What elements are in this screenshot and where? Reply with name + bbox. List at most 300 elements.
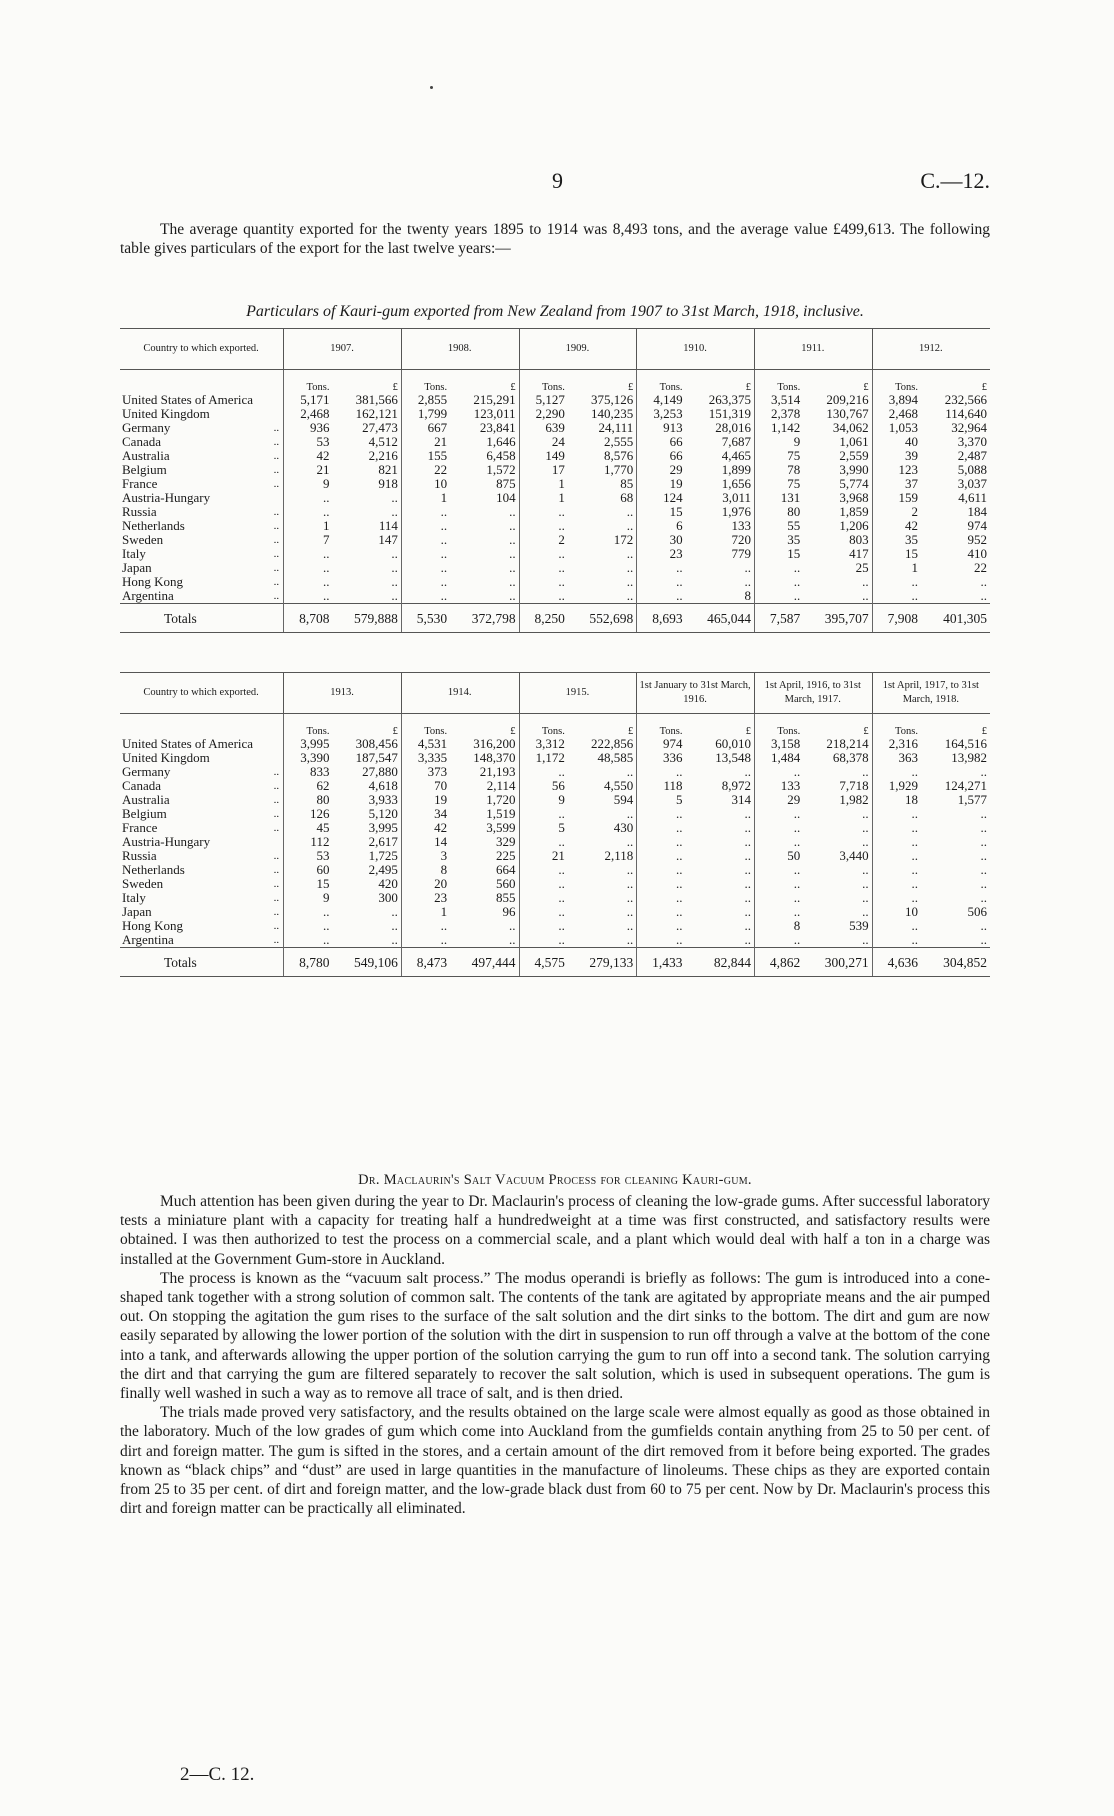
total-value-cell: 304,852 (921, 948, 990, 977)
value-cell: 4,465 (721, 448, 751, 463)
tons-cell: 42 (284, 449, 333, 463)
value-cell: .. (862, 904, 869, 919)
value-cell: 3,440 (839, 848, 869, 863)
value-cell: 222,856 (590, 736, 634, 751)
pounds-unit-label: £ (863, 382, 869, 393)
table-row (120, 561, 990, 575)
tons-cell: 39 (872, 449, 921, 463)
tons-cell: 30 (637, 533, 686, 547)
table-row (120, 589, 990, 604)
value-cell: 375,126 (591, 392, 634, 407)
tons-cell: 2,468 (284, 407, 333, 421)
country-name: Austria-Hungary (122, 491, 211, 505)
value-cell: .. (626, 876, 634, 891)
value-cell: .. (626, 588, 634, 603)
country-name: Australia (122, 449, 170, 463)
value-cell: .. (980, 834, 987, 849)
export-table-1907-1912 (120, 328, 990, 633)
tons-unit-label: Tons. (754, 714, 803, 738)
value-cell: 3,599 (486, 820, 516, 835)
country-name: Argentina (122, 589, 174, 603)
tons-cell: 124 (637, 491, 686, 505)
value-cell: 2,495 (368, 862, 398, 877)
tons-cell: .. (284, 547, 333, 561)
body-text (120, 1192, 990, 1518)
value-cell: 417 (849, 546, 869, 561)
total-tons-cell: 4,636 (872, 948, 921, 977)
table-row (120, 737, 990, 751)
value-cell: 218,214 (826, 736, 869, 751)
tons-cell: 34 (401, 807, 450, 821)
page-footer: 2—C. 12. (180, 1764, 255, 1785)
tons-cell: .. (872, 877, 921, 891)
tons-cell: 66 (637, 449, 686, 463)
value-cell: 855 (496, 890, 516, 905)
tons-cell: .. (637, 919, 686, 933)
tons-cell: 56 (519, 779, 568, 793)
tons-cell: .. (519, 807, 568, 821)
tons-cell: .. (519, 863, 568, 877)
value-cell: 314 (731, 792, 751, 807)
tons-cell: 159 (872, 491, 921, 505)
table-row (120, 463, 990, 477)
tons-cell: 19 (637, 477, 686, 491)
value-cell: 329 (496, 834, 516, 849)
value-cell: .. (391, 560, 398, 575)
leader-dots: .. (273, 780, 280, 792)
table2-totals-row (120, 948, 990, 977)
table-row (120, 407, 990, 421)
tons-cell: 3,253 (637, 407, 686, 421)
tons-unit-label: Tons. (401, 370, 450, 394)
tons-cell: 24 (519, 435, 568, 449)
total-value-cell: 279,133 (568, 948, 637, 977)
tons-cell: 2,316 (872, 737, 921, 751)
value-cell: .. (626, 890, 634, 905)
value-cell: 104 (496, 490, 516, 505)
country-name: United Kingdom (122, 407, 210, 421)
table-row (120, 751, 990, 765)
country-name: Russia (122, 849, 157, 863)
units-spacer (120, 714, 284, 738)
tons-cell: .. (284, 589, 333, 604)
value-cell: 6,458 (486, 448, 516, 463)
export-table-1913-1918 (120, 672, 990, 977)
value-cell: 21,193 (479, 764, 516, 779)
value-cell: .. (980, 806, 987, 821)
tons-cell: 5,171 (284, 393, 333, 407)
value-cell: 1,206 (839, 518, 869, 533)
value-cell: 184 (967, 504, 987, 519)
value-cell: 1,770 (604, 462, 634, 477)
value-cell: 5,774 (839, 476, 869, 491)
tons-cell: 20 (401, 877, 450, 891)
value-cell: .. (744, 918, 751, 933)
value-cell: 8,972 (721, 778, 751, 793)
page-header (120, 168, 990, 198)
tons-unit-label: Tons. (872, 714, 921, 738)
value-cell: 24,111 (598, 420, 634, 435)
value-cell: .. (980, 764, 987, 779)
tons-cell: .. (519, 589, 568, 604)
value-cell: 594 (613, 792, 634, 807)
tons-cell: 17 (519, 463, 568, 477)
value-cell: 1,519 (486, 806, 516, 821)
value-cell: .. (509, 918, 516, 933)
leader-dots: .. (273, 548, 280, 560)
table-row (120, 891, 990, 905)
tons-cell: .. (754, 891, 803, 905)
value-cell: .. (744, 848, 751, 863)
leader-dots (264, 407, 284, 421)
tons-cell: .. (872, 765, 921, 779)
value-cell: 3,995 (368, 820, 398, 835)
value-cell: 25 (855, 560, 869, 575)
tons-cell: .. (519, 919, 568, 933)
value-cell: 133 (731, 518, 751, 533)
tons-cell: .. (754, 821, 803, 835)
tons-cell: .. (637, 849, 686, 863)
table-row (120, 575, 990, 589)
country-name: Netherlands (122, 519, 185, 533)
table-caption: Particulars of Kauri-gum exported from New Zealand from 1907 to 31st March, 1918, inclusive. (246, 303, 864, 320)
tons-cell: 10 (401, 477, 450, 491)
table-row (120, 919, 990, 933)
tons-unit-label: Tons. (637, 370, 686, 394)
country-name: Germany (122, 765, 171, 779)
tons-cell: 9 (284, 477, 333, 491)
tons-cell: .. (872, 849, 921, 863)
value-cell: 4,611 (958, 490, 987, 505)
value-cell: 187,547 (355, 750, 398, 765)
tons-cell: .. (284, 491, 333, 505)
total-tons-cell: 4,575 (519, 948, 568, 977)
table-row (120, 877, 990, 891)
tons-cell: 1 (872, 561, 921, 575)
leader-dots: .. (273, 436, 280, 448)
country-name: Japan (122, 905, 152, 919)
tons-cell: 53 (284, 849, 333, 863)
country-name: Netherlands (122, 863, 185, 877)
tons-cell: 15 (284, 877, 333, 891)
value-cell: .. (626, 834, 634, 849)
pounds-unit-label: £ (392, 382, 398, 393)
tons-cell: 18 (872, 793, 921, 807)
leader-dots: .. (273, 450, 280, 462)
tons-cell: 3,158 (754, 737, 803, 751)
pounds-unit-label: £ (510, 382, 516, 393)
tons-cell: .. (872, 891, 921, 905)
value-cell: .. (509, 932, 516, 947)
value-cell: 23,841 (479, 420, 516, 435)
value-cell: 1,976 (721, 504, 751, 519)
tons-cell: 23 (401, 891, 450, 905)
value-cell: 48,585 (597, 750, 634, 765)
tons-cell: 8 (754, 919, 803, 933)
value-cell: 3,933 (368, 792, 398, 807)
value-cell: 8,576 (604, 448, 634, 463)
period-header: 1914. (401, 673, 519, 714)
value-cell: .. (626, 806, 634, 821)
tons-cell: .. (754, 905, 803, 919)
total-tons-cell: 8,708 (284, 604, 333, 633)
value-cell: 148,370 (473, 750, 516, 765)
leader-dots: .. (273, 794, 280, 806)
value-cell: 1,572 (486, 462, 516, 477)
leader-dots: .. (273, 590, 280, 602)
pounds-unit-label: £ (745, 382, 751, 393)
period-header: 1909. (519, 329, 637, 370)
table-row (120, 793, 990, 807)
tons-cell: .. (637, 891, 686, 905)
leader-dots: .. (273, 464, 280, 476)
period-header: 1st January to 31st March, 1916. (637, 673, 755, 714)
table-row (120, 905, 990, 919)
tons-unit-label: Tons. (284, 714, 333, 738)
totals-label: Totals (120, 604, 284, 633)
value-cell: 821 (378, 462, 398, 477)
value-cell: 123,011 (473, 406, 516, 421)
tons-cell: 131 (754, 491, 803, 505)
tons-cell: 40 (872, 435, 921, 449)
value-cell: .. (744, 764, 751, 779)
value-cell: .. (509, 518, 516, 533)
value-cell: .. (626, 546, 634, 561)
paragraph-2: The process is known as the “vacuum salt process.” The modus operandi is briefly as follows: The gum is introduced into a cone-shaped tank together with a strong solution of common salt. The contents of the tank are agitated by appropriate means and the air pumped out. On stopping the agitation the gum rises to the surface of the salt solution and the dirt sinks to the bottom. The dirt and gum are now easily separated by allowing the lower portion of the solution with the dirt in suspension to run off through a valve at the bottom of the cone into a tank, and afterwards allowing the upper portion of the solution carrying the gum to run off into a second tank. The solution carrying the dirt and that carrying the gum are filtered separately to recover the salt solution, which is used in subsequent operations. The gum is finally well washed in such a way as to remove all trace of salt, and is then dried. (120, 1269, 990, 1403)
value-cell: .. (626, 574, 634, 589)
total-tons-cell: 5,530 (401, 604, 450, 633)
tons-unit-label: Tons. (519, 714, 568, 738)
value-cell: .. (980, 574, 987, 589)
total-tons-cell: 8,250 (519, 604, 568, 633)
tons-cell: 42 (872, 519, 921, 533)
tons-cell: 1 (401, 491, 450, 505)
value-cell: 209,216 (826, 392, 869, 407)
value-cell: 539 (849, 918, 869, 933)
tons-cell: 4,149 (637, 393, 686, 407)
period-header: 1911. (754, 329, 872, 370)
tons-cell: 2,468 (872, 407, 921, 421)
pounds-unit-label: £ (981, 726, 987, 737)
total-value-cell: 395,707 (803, 604, 872, 633)
tons-cell: .. (872, 821, 921, 835)
country-name: Sweden (122, 533, 164, 547)
paragraph-1: Much attention has been given during the year to Dr. Maclaurin's process of cleaning the low-grade gums. After successful laboratory tests a miniature plant with a capacity for treating half a hundredweight at a time was first constructed, and satisfactory results were obtained. I was then authorized to test the process on a commercial scale, and a plant which would deal with half a ton in a charge was installed at the Government Gum-store in Auckland. (120, 1193, 990, 1268)
tons-cell: 112 (284, 835, 333, 849)
tons-cell: 78 (754, 463, 803, 477)
country-name: France (122, 821, 158, 835)
value-cell: 151,319 (708, 406, 751, 421)
tons-cell: 21 (284, 463, 333, 477)
tons-cell: .. (284, 933, 333, 948)
value-cell: 215,291 (473, 392, 516, 407)
tons-cell: 15 (637, 505, 686, 519)
tons-cell: 149 (519, 449, 568, 463)
country-name: Hong Kong (122, 575, 184, 589)
tons-cell: .. (637, 765, 686, 779)
value-cell: .. (626, 560, 634, 575)
tons-cell: .. (637, 863, 686, 877)
totals-label: Totals (120, 948, 284, 977)
pounds-unit-label: £ (392, 726, 398, 737)
leader-dots: .. (273, 576, 280, 588)
pounds-unit-label: £ (863, 726, 869, 737)
leader-dots: .. (273, 808, 280, 820)
table-row (120, 807, 990, 821)
tons-cell: .. (401, 533, 450, 547)
tons-cell: .. (754, 835, 803, 849)
value-cell: 720 (731, 532, 751, 547)
value-cell: .. (862, 862, 869, 877)
table1-header-row (120, 329, 990, 370)
value-cell: 124,271 (944, 778, 987, 793)
leader-dots: .. (273, 878, 280, 890)
tons-cell: 639 (519, 421, 568, 435)
value-cell: 28,016 (715, 420, 751, 435)
tons-cell: .. (284, 505, 333, 519)
tons-cell: .. (637, 877, 686, 891)
period-header: 1913. (284, 673, 402, 714)
value-cell: 27,880 (362, 764, 398, 779)
value-cell: 162,121 (355, 406, 398, 421)
value-cell: .. (509, 546, 516, 561)
leader-dots (264, 835, 284, 849)
leader-dots: .. (273, 906, 280, 918)
table-row (120, 505, 990, 519)
value-cell: 952 (967, 532, 987, 547)
country-name: Russia (122, 505, 157, 519)
tons-cell: 35 (872, 533, 921, 547)
leader-dots: .. (273, 766, 280, 778)
value-cell: .. (862, 806, 869, 821)
leader-dots: .. (273, 864, 280, 876)
value-cell: 34,062 (832, 420, 869, 435)
tons-cell: .. (872, 933, 921, 948)
tons-cell: 936 (284, 421, 333, 435)
total-value-cell: 372,798 (450, 604, 519, 633)
value-cell: .. (626, 504, 634, 519)
tons-cell: 1,799 (401, 407, 450, 421)
pounds-unit-label: £ (627, 726, 634, 737)
tons-cell: 1,484 (754, 751, 803, 765)
value-cell: 1,646 (486, 434, 516, 449)
table-row (120, 835, 990, 849)
value-cell: .. (862, 890, 869, 905)
value-cell: .. (626, 932, 634, 947)
total-tons-cell: 8,693 (637, 604, 686, 633)
value-cell: .. (509, 560, 516, 575)
tons-cell: 14 (401, 835, 450, 849)
period-header: 1912. (872, 329, 990, 370)
value-cell: 5,088 (957, 462, 987, 477)
total-value-cell: 579,888 (332, 604, 401, 633)
value-cell: .. (980, 862, 987, 877)
tons-cell: .. (519, 561, 568, 575)
tons-cell: .. (519, 835, 568, 849)
value-cell: .. (391, 918, 398, 933)
leader-dots: .. (273, 892, 280, 904)
value-cell: .. (862, 820, 869, 835)
leader-dots: .. (273, 822, 280, 834)
table-row (120, 765, 990, 779)
value-cell: 27,473 (362, 420, 398, 435)
value-cell: 381,566 (355, 392, 398, 407)
tons-cell: .. (872, 807, 921, 821)
value-cell: 263,375 (708, 392, 751, 407)
value-cell: 560 (496, 876, 516, 891)
table2-units-row (120, 714, 990, 738)
value-cell: 974 (967, 518, 987, 533)
value-cell: 140,235 (591, 406, 634, 421)
period-header: 1st April, 1916, to 31st March, 1917. (754, 673, 872, 714)
value-cell: 68,378 (832, 750, 869, 765)
tons-cell: .. (637, 589, 686, 604)
value-cell: .. (626, 764, 634, 779)
tons-cell: .. (401, 575, 450, 589)
tons-cell: 9 (754, 435, 803, 449)
tons-cell: 60 (284, 863, 333, 877)
value-cell: 1,725 (368, 848, 398, 863)
table-row (120, 393, 990, 407)
value-cell: .. (391, 932, 398, 947)
section-title: Dr. Maclaurin's Salt Vacuum Process for cleaning Kauri-gum. (358, 1172, 752, 1188)
tons-cell: .. (872, 589, 921, 604)
tons-cell: .. (754, 575, 803, 589)
tons-cell: 3,390 (284, 751, 333, 765)
total-tons-cell: 8,473 (401, 948, 450, 977)
value-cell: .. (391, 588, 398, 603)
value-cell: .. (744, 820, 751, 835)
value-cell: 316,200 (473, 736, 516, 751)
tons-cell: 62 (284, 779, 333, 793)
table-row (120, 821, 990, 835)
value-cell: 1,656 (721, 476, 751, 491)
table1-units-row (120, 370, 990, 394)
tons-cell: 3,995 (284, 737, 333, 751)
value-cell: .. (862, 932, 869, 947)
tons-cell: 1,929 (872, 779, 921, 793)
value-cell: 420 (378, 876, 398, 891)
tons-cell: .. (872, 919, 921, 933)
country-name: United States of America (122, 737, 254, 751)
value-cell: .. (744, 890, 751, 905)
value-cell: 5,120 (368, 806, 398, 821)
country-name: Sweden (122, 877, 164, 891)
tons-cell: .. (637, 905, 686, 919)
tons-cell: 1,142 (754, 421, 803, 435)
value-cell: .. (626, 518, 634, 533)
value-cell: .. (626, 904, 634, 919)
period-header: 1908. (401, 329, 519, 370)
pounds-unit-label: £ (981, 382, 987, 393)
value-cell: 4,618 (368, 778, 398, 793)
tons-cell: 336 (637, 751, 686, 765)
value-cell: .. (509, 532, 516, 547)
tons-cell: .. (754, 765, 803, 779)
total-value-cell: 497,444 (450, 948, 519, 977)
value-cell: .. (391, 504, 398, 519)
total-tons-cell: 4,862 (754, 948, 803, 977)
tons-cell: 80 (754, 505, 803, 519)
value-cell: .. (980, 890, 987, 905)
tons-cell: 37 (872, 477, 921, 491)
tons-cell: .. (754, 807, 803, 821)
country-name: Hong Kong (122, 919, 184, 933)
country-column-header: Country to which exported. (120, 673, 284, 714)
tons-cell: 21 (401, 435, 450, 449)
pounds-unit-label: £ (628, 382, 634, 393)
period-header: 1st April, 1917, to 31st March, 1918. (872, 673, 990, 714)
